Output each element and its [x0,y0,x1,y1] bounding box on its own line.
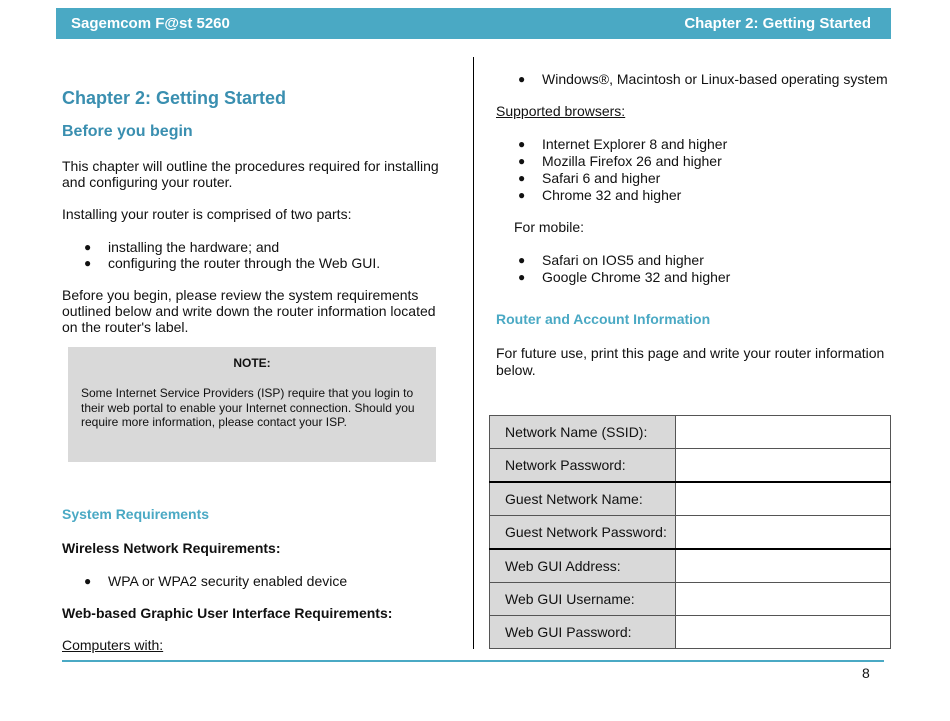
table-row [490,516,891,550]
list-item: ● Mozilla Firefox 26 and higher [518,153,722,169]
os-list [496,71,891,88]
header-product-name: Sagemcom F@st 5260 [71,15,230,32]
table-row [490,616,891,649]
table-value-cell [676,449,891,483]
intro-paragraph: This chapter will outline the procedures required for installing and configuring your router. [62,158,439,190]
footer-rule [62,660,884,662]
page-number: 8 [862,665,870,681]
mobile-list [496,252,891,286]
list-item: ● Safari 6 and higher [518,170,661,186]
left-column [62,84,442,653]
router-info-intro: For future use, print this page and write your router information below. [496,345,885,378]
bullet-icon: ● [518,137,526,151]
table-label: Network Name (SSID): [490,416,676,449]
bullet-icon: ● [84,256,92,270]
bullet-icon: ● [518,154,526,168]
list-item: ● Chrome 32 and higher [518,187,682,203]
wireless-requirements-title: Wireless Network Requirements: [62,540,281,556]
table-label: Network Password: [490,449,676,483]
browsers-title: Supported browsers: [496,103,626,119]
header-chapter-name: Chapter 2: Getting Started [684,15,871,32]
parts-list [62,239,442,271]
router-info-title: Router and Account Information [496,311,711,327]
list-item: ● Internet Explorer 8 and higher [518,136,728,152]
table-value-cell [676,583,891,616]
table-value-cell [676,616,891,649]
table-value-cell [676,482,891,516]
list-item: ● configuring the router through the Web GUI. [84,255,381,271]
table-row [490,416,891,449]
list-item: ● Windows®, Macintosh or Linux-based operating system [518,71,888,87]
table-value-cell [676,416,891,449]
wireless-list [62,573,442,589]
note-body: Some Internet Service Providers (ISP) require that you login to their web portal to enable your Internet connection. Should you require more information, please contact your ISP. [81,386,415,429]
list-item: ● Safari on IOS5 and higher [518,252,704,268]
table-label: Guest Network Password: [490,516,676,550]
bullet-icon: ● [84,240,92,254]
mobile-title: For mobile: [514,219,585,235]
table-label: Guest Network Name: [490,482,676,516]
bullet-icon: ● [84,574,92,588]
bullet-icon: ● [518,72,526,86]
section-title: Before you begin [62,123,193,140]
list-item: ● WPA or WPA2 security enabled device [84,573,348,589]
header-bar [56,8,891,39]
bullet-icon: ● [518,270,526,284]
browsers-list [496,136,891,204]
table-label: Web GUI Address: [490,549,676,583]
column-divider [473,57,474,649]
chapter-title: Chapter 2: Getting Started [62,88,287,108]
table-label: Web GUI Username: [490,583,676,616]
note-title: NOTE: [233,356,271,370]
table-value-cell [676,549,891,583]
router-info-table [489,415,891,649]
bullet-icon: ● [518,188,526,202]
parts-intro: Installing your router is comprised of two parts: [62,206,352,222]
table-row [490,482,891,516]
note-box [68,347,436,462]
webgui-requirements-title: Web-based Graphic User Interface Requirements: [62,605,393,621]
computers-with-label: Computers with: [62,637,164,653]
right-column [496,71,891,379]
list-item: ● Google Chrome 32 and higher [518,269,731,285]
table-label: Web GUI Password: [490,616,676,649]
table-row [490,583,891,616]
table-row [490,449,891,483]
bullet-icon: ● [518,253,526,267]
review-paragraph: Before you begin, please review the system requirements outlined below and write down the router information located on the router's label. [62,287,436,335]
system-requirements-title: System Requirements [62,506,210,522]
list-item: ● installing the hardware; and [84,239,280,255]
table-row [490,549,891,583]
table-value-cell [676,516,891,550]
bullet-icon: ● [518,171,526,185]
